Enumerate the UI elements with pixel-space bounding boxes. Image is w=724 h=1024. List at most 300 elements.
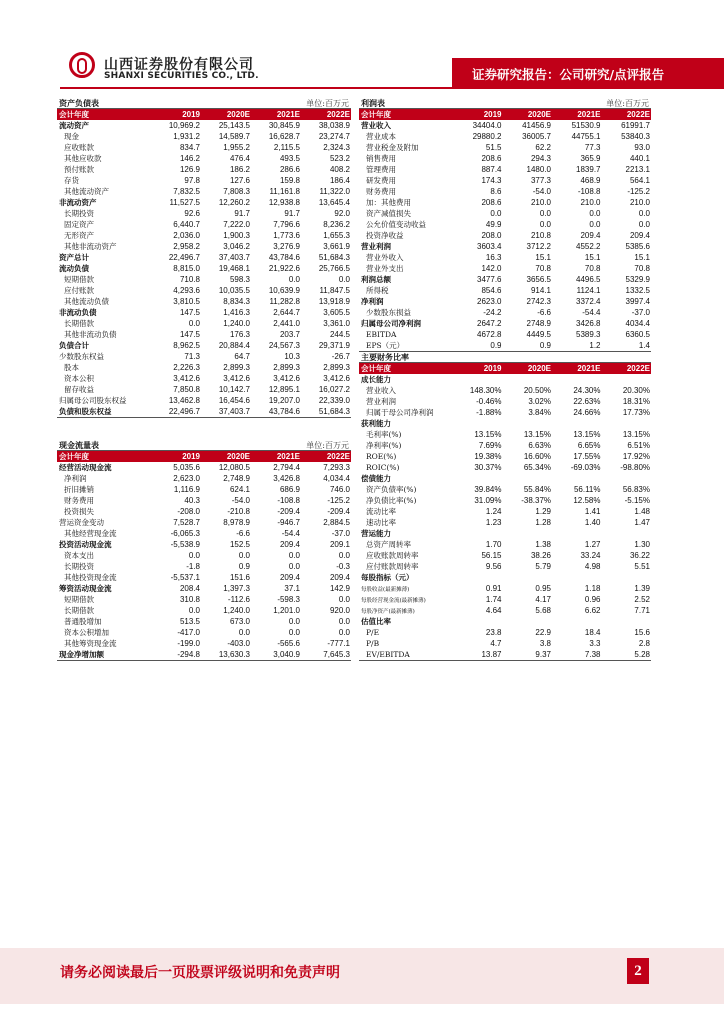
row-label: 长期借款 <box>64 319 94 328</box>
row-value: 11,527.5 <box>169 198 200 207</box>
row-value: -403.0 <box>227 639 250 648</box>
table-row <box>57 296 351 307</box>
row-value: 3997.4 <box>625 297 650 306</box>
row-value: 624.1 <box>229 485 250 494</box>
report-type: 证券研究报告：公司研究/点评报告 <box>472 67 665 82</box>
row-value: 1332.5 <box>625 286 650 295</box>
row-value: 4.64 <box>485 606 502 615</box>
row-label: 普通股增加 <box>64 617 102 626</box>
row-value: 0.0 <box>338 595 350 604</box>
row-value: 10,035.5 <box>218 286 250 295</box>
column-header-year: 2020E <box>226 110 250 119</box>
row-value: 7,222.0 <box>223 220 250 229</box>
row-value: 1.70 <box>485 540 502 549</box>
row-value: 62.2 <box>535 143 551 152</box>
row-value: 13.15% <box>523 430 551 439</box>
row-value: 10,639.9 <box>268 286 300 295</box>
row-value: 0.0 <box>638 220 650 229</box>
row-value: 209.4 <box>580 231 601 240</box>
row-value: 1,931.2 <box>173 132 200 141</box>
row-value: 152.5 <box>229 540 250 549</box>
row-value: 310.8 <box>179 595 200 604</box>
table-row <box>359 329 651 340</box>
row-label: 获利能力 <box>361 419 391 428</box>
row-value: 56.83% <box>622 485 650 494</box>
row-value: 1,955.2 <box>223 143 250 152</box>
row-label: 营业税金及附加 <box>366 143 419 152</box>
row-value: 7.69% <box>478 441 502 450</box>
row-value: 3603.4 <box>477 242 502 251</box>
table-row <box>57 506 351 517</box>
row-label: 营运资金变动 <box>59 518 104 527</box>
ratios-table <box>359 363 651 661</box>
row-value: 209.4 <box>279 573 300 582</box>
row-value: 208.0 <box>481 231 502 240</box>
column-header-year: 2020E <box>527 364 551 373</box>
row-value: 468.9 <box>580 176 601 185</box>
row-value: 1.23 <box>485 518 502 527</box>
row-value: -5.15% <box>624 496 650 505</box>
row-value: 8,834.3 <box>223 297 250 306</box>
table-row <box>57 616 351 627</box>
table-row <box>57 351 351 362</box>
row-value: 3,412.6 <box>173 374 200 383</box>
table-row <box>359 429 651 440</box>
row-value: -98.80% <box>620 463 650 472</box>
row-label: 公允价值变动收益 <box>366 220 426 229</box>
row-value: 513.5 <box>179 617 200 626</box>
row-value: 37.1 <box>284 584 300 593</box>
table-row <box>57 131 351 142</box>
row-value: 1.2 <box>589 341 601 350</box>
row-value: 36.22 <box>629 551 650 560</box>
row-value: 4552.2 <box>576 242 601 251</box>
company-name-cn: 山西证券股份有限公司 <box>104 57 254 73</box>
row-label: 投资净收益 <box>366 231 404 240</box>
column-header-label: 会计年度 <box>59 452 89 461</box>
row-value: 33.24 <box>580 551 601 560</box>
table-row <box>57 473 351 484</box>
row-value: 174.3 <box>481 176 502 185</box>
row-label: 净利润 <box>361 297 384 306</box>
row-value: 13,645.4 <box>318 198 350 207</box>
table-row <box>359 506 651 517</box>
row-value: 3.8 <box>539 639 551 648</box>
row-label: 毛利率(%) <box>366 430 402 439</box>
table-row <box>57 318 351 329</box>
row-value: 3,276.9 <box>273 242 300 251</box>
row-value: 19,468.1 <box>218 264 250 273</box>
row-label: 营业收入 <box>361 121 391 130</box>
row-label: 营业成本 <box>366 132 396 141</box>
row-value: 92.6 <box>184 209 200 218</box>
row-value: 1.4 <box>638 341 650 350</box>
row-label: 财务费用 <box>64 496 94 505</box>
row-value: 51,684.3 <box>318 253 350 262</box>
row-value: 12,080.5 <box>218 463 250 472</box>
row-value: 0.0 <box>490 209 502 218</box>
row-value: 0.0 <box>589 220 601 229</box>
row-value: 4034.4 <box>625 319 650 328</box>
row-value: 2,441.0 <box>273 319 300 328</box>
row-value: 12.58% <box>573 496 601 505</box>
table-row <box>359 462 651 473</box>
ratios-title: 主要财务比率 <box>361 352 409 362</box>
row-label: 所得税 <box>366 286 389 295</box>
row-value: 21,922.6 <box>268 264 300 273</box>
row-label: ROE(%) <box>366 452 397 461</box>
row-label: 资本公积 <box>64 374 94 383</box>
right-column <box>359 98 651 661</box>
table-row <box>57 230 351 241</box>
row-label: 每股经营现金流(最新摊薄) <box>361 597 426 604</box>
row-value: 3,426.8 <box>273 474 300 483</box>
row-value: -6.6 <box>236 529 250 538</box>
row-value: 37,403.7 <box>218 253 250 262</box>
row-value: 208.6 <box>481 154 502 163</box>
row-value: 151.6 <box>229 573 250 582</box>
row-value: 51530.9 <box>571 121 601 130</box>
row-value: -417.0 <box>177 628 200 637</box>
column-header-label: 会计年度 <box>361 364 391 373</box>
table-row <box>57 539 351 550</box>
row-label: 管理费用 <box>366 165 396 174</box>
row-value: 0.0 <box>238 551 250 560</box>
row-value: 91.7 <box>234 209 250 218</box>
row-value: 8,815.0 <box>173 264 200 273</box>
table-row <box>57 241 351 252</box>
table-row <box>57 406 351 417</box>
row-value: 16,027.2 <box>318 385 350 394</box>
row-value: 56.11% <box>573 485 601 494</box>
row-value: 37,403.7 <box>218 407 250 416</box>
row-value: 6.65% <box>577 441 601 450</box>
row-label: 少数股东损益 <box>366 308 411 317</box>
row-label: 每股净资产(最新摊薄) <box>361 608 415 615</box>
row-value: 142.0 <box>481 264 502 273</box>
table-row <box>57 484 351 495</box>
page-header <box>0 0 724 90</box>
row-value: 0.0 <box>288 551 300 560</box>
row-value: 3.84% <box>528 408 551 417</box>
column-header-label: 会计年度 <box>361 110 391 119</box>
table-row <box>359 219 651 230</box>
row-value: 38,038.9 <box>318 121 350 130</box>
row-label: 其他经营现金流 <box>64 529 117 538</box>
row-label: 负债合计 <box>59 341 89 350</box>
row-value: 10,142.7 <box>218 385 250 394</box>
row-value: 9.37 <box>535 650 551 659</box>
row-value: 51,684.3 <box>318 407 350 416</box>
table-row <box>359 627 651 638</box>
row-value: 17.92% <box>622 452 650 461</box>
row-value: 2647.2 <box>477 319 502 328</box>
row-label: 估值比率 <box>361 617 391 626</box>
row-value: 2,958.2 <box>173 242 200 251</box>
row-value: 0.0 <box>188 319 200 328</box>
row-value: -108.8 <box>577 187 601 196</box>
table-row <box>57 528 351 539</box>
row-value: -294.8 <box>177 650 200 659</box>
row-value: -112.6 <box>227 595 250 604</box>
column-header-year: 2022E <box>326 110 350 119</box>
row-value: 1.41 <box>584 507 601 516</box>
row-value: 24,567.3 <box>268 341 300 350</box>
row-value: 1.74 <box>485 595 502 604</box>
row-value: 8,978.9 <box>223 518 250 527</box>
row-value: 3,661.9 <box>323 242 350 251</box>
row-value: 18.31% <box>622 397 650 406</box>
company-name-en: SHANXI SECURITIES CO., LTD. <box>104 71 259 81</box>
row-value: 8.6 <box>490 187 502 196</box>
row-value: 4,293.6 <box>173 286 200 295</box>
table-row <box>359 550 651 561</box>
row-value: 2,036.0 <box>173 231 200 240</box>
table-row <box>359 340 651 351</box>
row-label: 其他筹资现金流 <box>64 639 117 648</box>
cash-flow-title: 现金流量表 <box>59 440 99 450</box>
column-header-year: 2021E <box>577 364 601 373</box>
balance-sheet-title: 资产负债表 <box>59 98 99 108</box>
row-value: -37.0 <box>331 529 350 538</box>
row-label: 营业收入 <box>366 386 396 395</box>
row-value: 15.1 <box>535 253 551 262</box>
row-value: 286.6 <box>279 165 300 174</box>
row-value: 39.84% <box>474 485 502 494</box>
row-value: 0.0 <box>338 628 350 637</box>
table-row <box>57 142 351 153</box>
row-label: 每股指标（元） <box>361 573 414 582</box>
table-row <box>57 638 351 649</box>
row-label: 长期借款 <box>64 606 94 615</box>
row-value: -54.4 <box>582 308 601 317</box>
table-row <box>57 550 351 561</box>
table-row <box>359 164 651 175</box>
row-label: 流动负债 <box>59 264 89 273</box>
row-value: -54.0 <box>532 187 551 196</box>
row-value: -5,538.9 <box>170 540 200 549</box>
row-value: 3,412.6 <box>323 374 350 383</box>
row-value: 598.3 <box>229 275 250 284</box>
row-value: 0.0 <box>288 617 300 626</box>
row-value: 126.9 <box>179 165 200 174</box>
row-value: 17.55% <box>573 452 601 461</box>
row-value: 1.24 <box>485 507 502 516</box>
row-value: 2.52 <box>634 595 650 604</box>
table-row <box>57 186 351 197</box>
column-header-year: 2019 <box>182 110 200 119</box>
table-row <box>57 329 351 340</box>
table-row <box>57 285 351 296</box>
row-value: 7,528.7 <box>173 518 200 527</box>
row-value: 1.29 <box>535 507 551 516</box>
row-label: 资产总计 <box>59 253 89 262</box>
row-value: 208.4 <box>179 584 200 593</box>
ratios-caption <box>359 352 651 363</box>
row-value: 854.6 <box>481 286 502 295</box>
row-value: 13.87 <box>481 650 502 659</box>
table-row <box>57 605 351 616</box>
row-value: -946.7 <box>277 518 300 527</box>
table-row <box>57 517 351 528</box>
row-value: 0.0 <box>589 209 601 218</box>
row-value: 746.0 <box>329 485 350 494</box>
row-value: 0.0 <box>539 220 551 229</box>
column-header-year: 2020E <box>226 452 250 461</box>
row-label: 其他应收款 <box>64 154 102 163</box>
row-label: P/E <box>366 628 380 637</box>
row-label: 流动比率 <box>366 507 396 516</box>
row-label: 归属母公司净利润 <box>361 319 421 328</box>
table-row <box>359 252 651 263</box>
row-label: 流动资产 <box>59 121 89 130</box>
row-value: 2,748.9 <box>223 474 250 483</box>
table-row <box>359 528 651 539</box>
row-label: 成长能力 <box>361 375 391 384</box>
row-value: 8,236.2 <box>323 220 350 229</box>
table-row <box>359 517 651 528</box>
footer-disclaimer: 请务必阅读最后一页股票评级说明和免责声明 <box>60 965 340 981</box>
row-value: 3,605.5 <box>323 308 350 317</box>
column-header-label: 会计年度 <box>59 110 89 119</box>
row-value: 210.0 <box>530 198 551 207</box>
row-value: 0.91 <box>485 584 502 593</box>
row-value: 1.28 <box>535 518 551 527</box>
row-value: 2,623.0 <box>173 474 200 483</box>
row-value: -125.2 <box>327 496 350 505</box>
row-label: 营业外收入 <box>366 253 404 262</box>
column-header-year: 2022E <box>626 110 650 119</box>
row-value: 22,339.0 <box>318 396 350 405</box>
row-value: 5.79 <box>535 562 551 571</box>
row-value: 408.2 <box>329 165 350 174</box>
table-row <box>57 583 351 594</box>
row-value: 70.8 <box>634 264 650 273</box>
table-row <box>359 307 651 318</box>
row-value: -598.3 <box>277 595 300 604</box>
row-value: 53840.3 <box>621 132 650 141</box>
row-value: 209.1 <box>329 540 350 549</box>
table-row <box>57 120 351 131</box>
row-value: 2,899.3 <box>273 363 300 372</box>
page-number: 2 <box>627 958 649 984</box>
row-value: 5.28 <box>634 650 650 659</box>
table-header-row <box>57 109 351 120</box>
row-value: 4.17 <box>535 595 551 604</box>
row-label: P/B <box>366 639 380 648</box>
column-header-year: 2021E <box>577 110 601 119</box>
row-value: 6.63% <box>528 441 551 450</box>
row-value: 1.18 <box>584 584 601 593</box>
row-label: 折旧摊销 <box>64 485 94 494</box>
table-row <box>57 274 351 285</box>
row-value: 19,207.0 <box>268 396 300 405</box>
row-value: 4.98 <box>584 562 601 571</box>
row-value: -54.0 <box>231 496 250 505</box>
row-value: 3372.4 <box>576 297 601 306</box>
row-label: 其他非流动资产 <box>64 242 117 251</box>
row-value: 64.7 <box>234 352 250 361</box>
row-value: 31.09% <box>474 496 502 505</box>
row-label: 股本 <box>64 363 79 372</box>
row-value: 4672.8 <box>477 330 502 339</box>
table-row <box>359 318 651 329</box>
row-value: 5.68 <box>535 606 551 615</box>
row-value: 1.47 <box>634 518 650 527</box>
row-value: 365.9 <box>580 154 601 163</box>
row-label: 营业利润 <box>366 397 396 406</box>
row-value: 2,794.4 <box>273 463 300 472</box>
row-label: 现金净增加额 <box>59 650 104 659</box>
row-value: -565.6 <box>277 639 300 648</box>
row-value: 20.50% <box>523 386 551 395</box>
row-value: 0.96 <box>584 595 601 604</box>
row-label: 加：其他费用 <box>366 198 411 207</box>
row-value: 22,496.7 <box>168 407 200 416</box>
row-value: 186.4 <box>329 176 350 185</box>
row-value: 16,628.7 <box>268 132 300 141</box>
table-row <box>359 374 651 385</box>
row-value: -208.0 <box>177 507 200 516</box>
table-row <box>57 153 351 164</box>
row-label: 财务费用 <box>366 187 396 196</box>
table-row <box>359 131 651 142</box>
row-value: 9.56 <box>485 562 502 571</box>
table-row <box>57 627 351 638</box>
row-value: 36005.7 <box>522 132 551 141</box>
table-row <box>57 197 351 208</box>
row-value: 70.8 <box>584 264 601 273</box>
table-row <box>359 120 651 131</box>
row-value: 55.84% <box>523 485 551 494</box>
row-value: 2,899.3 <box>223 363 250 372</box>
table-row <box>359 616 651 627</box>
row-value: 61991.7 <box>621 121 650 130</box>
row-value: 2.8 <box>638 639 650 648</box>
row-value: 0.0 <box>288 562 300 571</box>
row-label: 应收账款 <box>64 143 94 152</box>
table-row <box>359 274 651 285</box>
table-row <box>359 440 651 451</box>
table-row <box>57 395 351 406</box>
row-value: 203.7 <box>279 330 300 339</box>
row-label: 资本公积增加 <box>64 628 109 637</box>
row-value: 1839.7 <box>576 165 601 174</box>
row-value: 65.34% <box>523 463 551 472</box>
row-label: 经营活动现金流 <box>59 463 112 472</box>
row-value: 1124.1 <box>576 286 601 295</box>
row-value: 440.1 <box>629 154 650 163</box>
table-row <box>359 605 651 616</box>
table-row <box>359 638 651 649</box>
row-value: 29,371.9 <box>318 341 350 350</box>
row-value: 0.0 <box>338 551 350 560</box>
row-label: 偿债能力 <box>361 474 391 483</box>
row-value: 92.0 <box>334 209 350 218</box>
row-value: 186.2 <box>229 165 250 174</box>
row-value: 40.3 <box>184 496 200 505</box>
row-value: 887.4 <box>481 165 502 174</box>
row-value: 176.3 <box>229 330 250 339</box>
row-value: 7,796.6 <box>273 220 300 229</box>
row-value: 51.5 <box>485 143 502 152</box>
table-row <box>359 385 651 396</box>
balance-sheet-caption <box>57 98 351 109</box>
row-value: 1.40 <box>584 518 601 527</box>
row-value: 0.9 <box>539 341 551 350</box>
cash-flow-table <box>57 451 351 661</box>
row-value: -69.03% <box>570 463 601 472</box>
